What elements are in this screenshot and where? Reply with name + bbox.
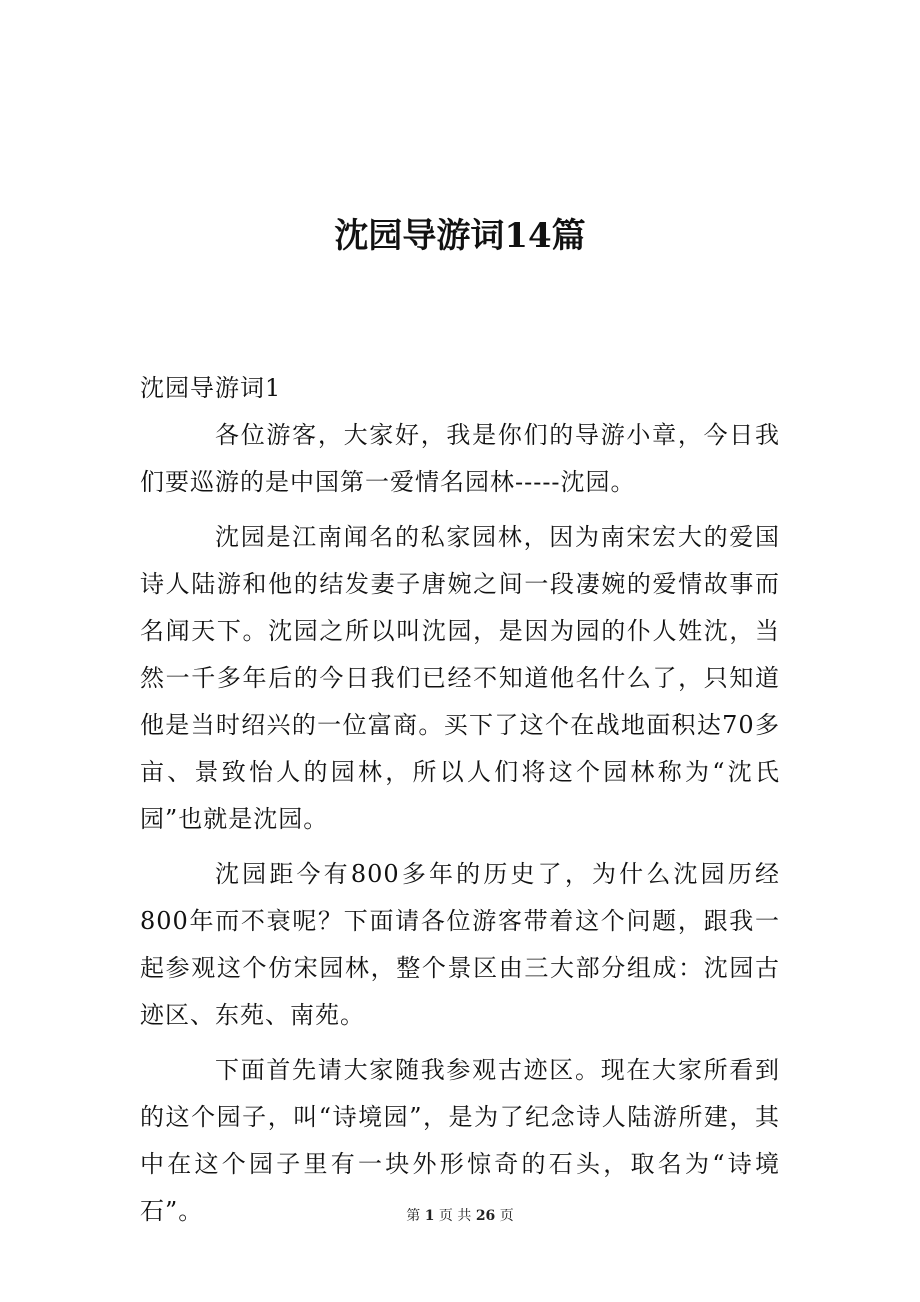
footer-middle: 页 共 xyxy=(438,1208,472,1224)
page-footer xyxy=(0,1206,920,1226)
footer-prefix: 第 xyxy=(406,1208,421,1224)
paragraph: 沈园是江南闻名的私家园林，因为南宋宏大的爱国诗人陆游和他的结发妻子唐婉之间一段凄婉的爱情故事而名闻天下。沈园之所以叫沈园，是因为园的仆人姓沈，当然一千多年后的今日我们已经不知道他名什么了，只知道他是当时绍兴的一位富商。买下了这个在战地面积达70多亩、景致怡人的园林，所以人们将这个园林称为“沈氏园”也就是沈园。 xyxy=(140,523,780,833)
total-pages-number: 26 xyxy=(475,1208,496,1224)
section-heading: 沈园导游词1 xyxy=(140,374,282,402)
current-page-number: 1 xyxy=(424,1208,435,1224)
paragraph: 各位游客，大家好，我是你们的导游小章，今日我们要巡游的是中国第一爱情名园林-----沈园。 xyxy=(140,421,780,496)
paragraph: 下面首先请大家随我参观古迹区。现在大家所看到的这个园子，叫“诗境园”，是为了纪念诗人陆游所建，其中在这个园子里有一块外形惊奇的石头，取名为“诗境石”。 xyxy=(140,1056,780,1225)
document-body xyxy=(140,365,780,1235)
footer-suffix: 页 xyxy=(499,1208,514,1224)
document-title: 沈园导游词14篇 xyxy=(334,215,586,256)
paragraph: 沈园距今有800多年的历史了，为什么沈园历经800年而不衰呢？下面请各位游客带着这个问题，跟我一起参观这个仿宋园林，整个景区由三大部分组成：沈园古迹区、东苑、南苑。 xyxy=(140,860,780,1029)
